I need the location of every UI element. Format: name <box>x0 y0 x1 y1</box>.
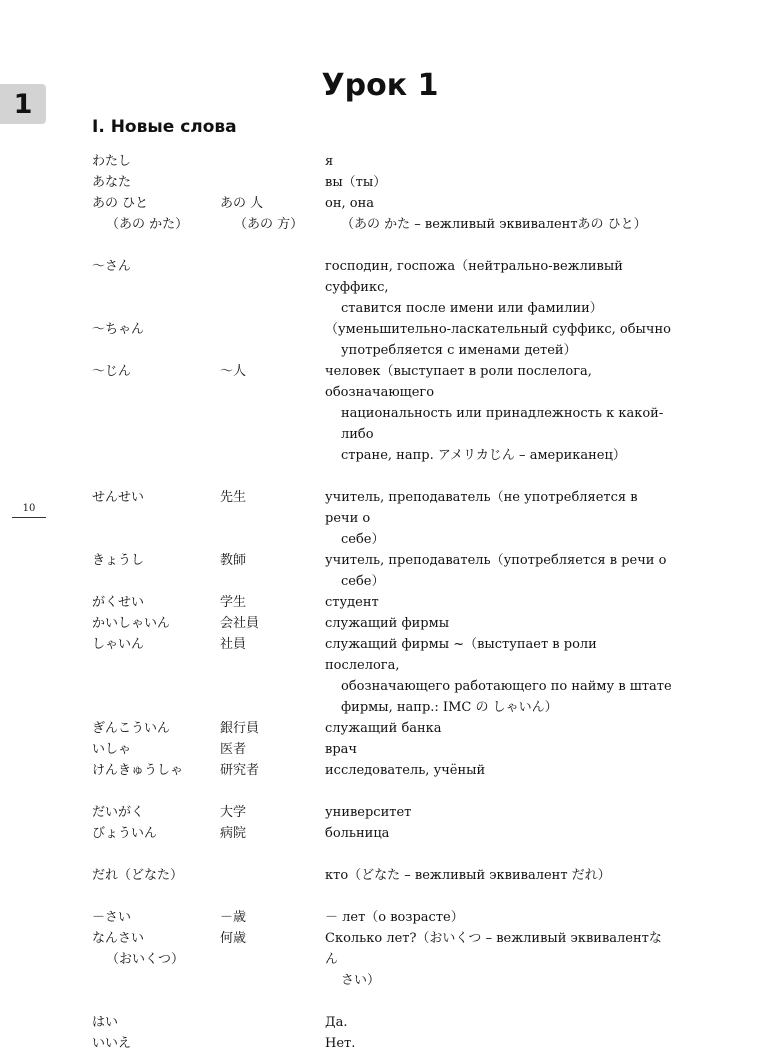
meaning: Нет. <box>325 1036 356 1051</box>
kana-word: はい <box>92 1015 119 1030</box>
meaning: университет <box>325 805 412 820</box>
kanji-word <box>220 256 325 319</box>
kana-word: だいがく <box>92 805 145 820</box>
meaning: студент <box>325 595 379 610</box>
kanji-word: 大学 <box>220 805 247 820</box>
kana-word: ～じん <box>92 364 132 379</box>
kanji-word: 先生 <box>220 490 247 505</box>
kanji-word: ～人 <box>220 364 247 379</box>
meaning: учитель, преподаватель（употребляется в речи о себе） <box>325 553 667 589</box>
vocab-entry <box>92 865 672 886</box>
vocab-entry <box>92 907 672 928</box>
kanji-word: 学生 <box>220 595 247 610</box>
vocab-entry <box>92 256 672 319</box>
kana-word: かいしゃいん <box>92 616 171 631</box>
kana-word: しゃいん <box>92 637 145 652</box>
kanji-word: 医者 <box>220 742 247 757</box>
vocabulary-list <box>92 151 672 1054</box>
meaning: служащий фирмы ~（выступает в роли послелога, обозначающего работающего по найму в штате фирмы, напр.: IMC の しゃいん） <box>325 637 672 715</box>
vocab-entry <box>92 592 672 613</box>
meaning: Да. <box>325 1015 348 1030</box>
vocab-entry <box>92 487 672 550</box>
kanji-word <box>220 865 325 886</box>
meaning: вы（ты） <box>325 175 387 190</box>
page-number: 10 <box>22 503 36 514</box>
kana-word: だれ（どなた） <box>92 868 184 883</box>
kana-word: わたし <box>92 154 132 169</box>
vocab-entry <box>92 634 672 718</box>
vocab-entry <box>92 613 672 634</box>
kanji-word <box>220 1033 325 1054</box>
vocab-entry <box>92 151 672 172</box>
vocab-entry <box>92 823 672 844</box>
kana-word: なんさい （おいくつ） <box>92 931 185 967</box>
page-title: Урок 1 <box>321 68 439 103</box>
kanji-word: 病院 <box>220 826 247 841</box>
vocab-entry <box>92 718 672 739</box>
kana-word: あなた <box>92 175 132 190</box>
meaning: я <box>325 154 334 169</box>
meaning: больница <box>325 826 390 841</box>
kanji-word: 研究者 <box>220 763 260 778</box>
kanji-word: 会社員 <box>220 616 260 631</box>
kanji-word <box>220 1012 325 1033</box>
vocab-entry <box>92 1033 672 1054</box>
meaning: － лет（о возрасте） <box>325 910 464 925</box>
kana-word: いいえ <box>92 1036 132 1051</box>
kanji-word: －歳 <box>220 910 247 925</box>
vocab-entry <box>92 928 672 991</box>
meaning: кто（どなた – вежливый эквивалент だれ） <box>325 868 611 883</box>
kanji-word: 社員 <box>220 637 247 652</box>
vocab-entry <box>92 172 672 193</box>
meaning: исследователь, учёный <box>325 763 486 778</box>
vocab-entry <box>92 319 672 361</box>
vocab-entry <box>92 550 672 592</box>
vocab-entry <box>92 193 672 235</box>
kanji-word: 銀行員 <box>220 721 260 736</box>
vocab-entry <box>92 1012 672 1033</box>
meaning: господин, госпожа（нейтрально-вежливый суффикс, ставится после имени или фамилии） <box>325 259 623 316</box>
kanji-word <box>220 319 325 361</box>
kana-word: がくせい <box>92 595 145 610</box>
kana-word: せんせい <box>92 490 145 505</box>
kanji-word: 教師 <box>220 553 247 568</box>
kanji-word <box>220 172 325 193</box>
kanji-word: あの 人 （あの 方） <box>220 196 304 232</box>
meaning: врач <box>325 742 357 757</box>
meaning: служащий банка <box>325 721 442 736</box>
kana-word: きょうし <box>92 553 145 568</box>
page-number-rule <box>12 517 46 518</box>
section-heading: I. Новые слова <box>92 117 237 137</box>
kana-word: いしゃ <box>92 742 132 757</box>
kanji-word <box>220 151 325 172</box>
vocab-entry <box>92 739 672 760</box>
kana-word: ぎんこういん <box>92 721 171 736</box>
kana-word: びょういん <box>92 826 158 841</box>
meaning: человек（выступает в роли послелога, обозначающего национальность или принадлежность к какой-либо стране, напр. アメリカじん – американец） <box>325 364 664 463</box>
kana-word: けんきゅうしゃ <box>92 763 184 778</box>
kana-word: あの ひと （あの かた） <box>92 196 189 232</box>
kanji-word: 何歳 <box>220 931 247 946</box>
kana-word: ～ちゃん <box>92 322 145 337</box>
meaning: （уменьшительно-ласкательный суффикс, обычно употребляется с именами детей） <box>325 322 671 358</box>
vocab-entry <box>92 802 672 823</box>
vocab-entry <box>92 760 672 781</box>
kana-word: ～さん <box>92 259 132 274</box>
meaning: он, она （あの かた – вежливый эквивалентあの ひと） <box>325 196 647 232</box>
chapter-tab: 1 <box>0 84 46 124</box>
meaning: Сколько лет?（おいくつ – вежливый эквивалентなん さい） <box>325 931 662 988</box>
kana-word: －さい <box>92 910 132 925</box>
vocab-entry <box>92 361 672 466</box>
meaning: учитель, преподаватель（не употребляется в речи о себе） <box>325 490 638 547</box>
meaning: служащий фирмы <box>325 616 450 631</box>
